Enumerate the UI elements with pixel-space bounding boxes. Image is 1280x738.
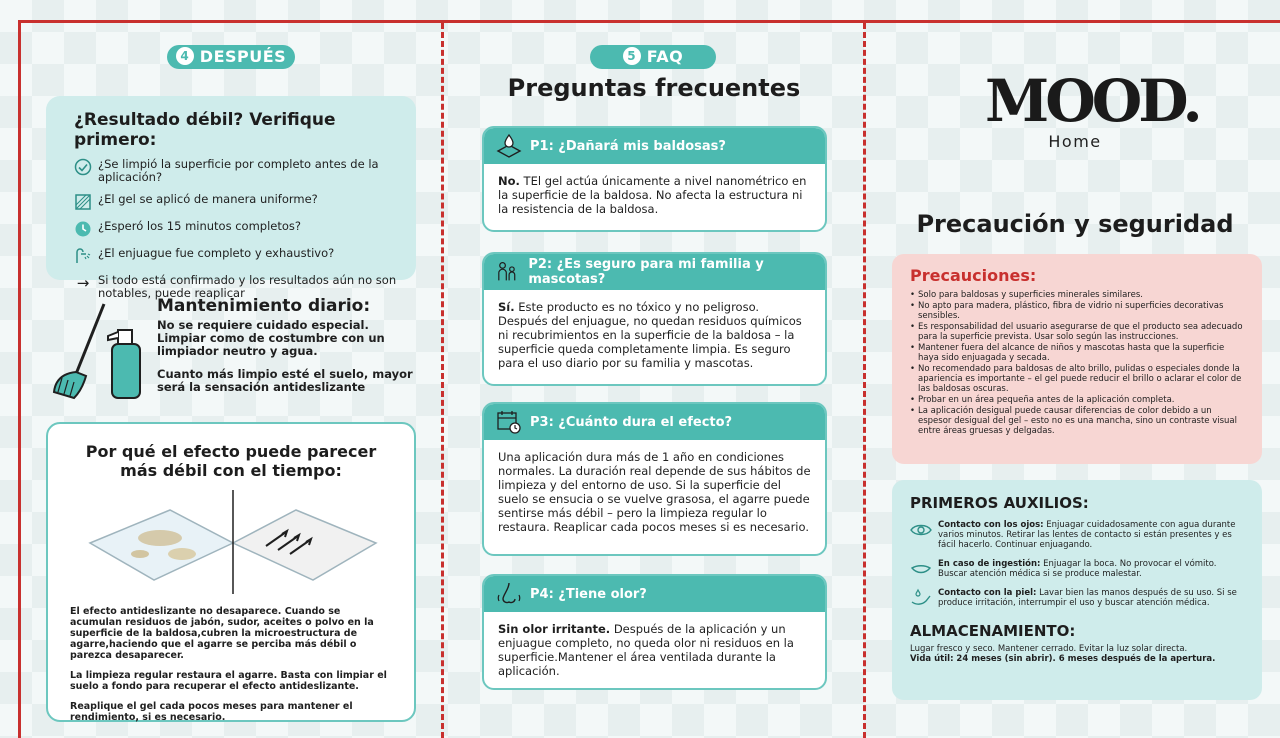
check-title: ¿Resultado débil? Verifique primero: — [74, 110, 336, 150]
storage-text: Lugar fresco y seco. Mantener cerrado. Evitar la luz solar directa. — [910, 644, 1188, 654]
faq-answer: Una aplicación dura más de 1 año en condiciones normales. La duración real depende de sus hábitos de limpieza y del entorno de uso. Si la superficie del suelo se ensucia o se vuelve grasosa, el agarre puede sentirse más débil – pero la limpieza regular lo restaura. Reaplicar cada pocos meses si es necesario. — [498, 450, 811, 534]
pill-label: FAQ — [646, 47, 684, 66]
check-text: ¿Se limpió la superficie por completo antes de la aplicación? — [98, 157, 379, 184]
faq-question: P3: ¿Cuánto dura el efecto? — [484, 404, 825, 440]
faq-card-1 — [482, 126, 827, 232]
eye-icon — [910, 523, 932, 537]
panel-after — [24, 30, 438, 738]
check-text: ¿El gel se aplicó de manera uniforme? — [98, 192, 318, 206]
tile-comparison-illustration — [70, 488, 392, 596]
pill-number: 5 — [623, 47, 641, 65]
check-item — [74, 220, 398, 238]
storage-title: ALMACENAMIENTO: — [910, 622, 1076, 640]
mop-spray-icon — [46, 302, 146, 402]
hand-wash-icon — [910, 588, 932, 606]
check-text: ¿El enjuague fue completo y exhaustivo? — [98, 246, 335, 260]
storage-shelf-life: Vida útil: 24 meses (sin abrir). 6 meses después de la apertura. — [910, 654, 1216, 664]
first-aid-skin: Contacto con la piel: Lavar bien las manos después de su uso. Si se produce irritación, interrumpir el uso y buscar atención médica. — [910, 588, 1246, 608]
faq-card-3 — [482, 402, 827, 556]
precautions-title: Precauciones: — [910, 266, 1037, 285]
check-item — [74, 158, 398, 184]
faq-question: P4: ¿Tiene olor? — [484, 576, 825, 612]
precaution-item: • Mantener fuera del alcance de niños y mascotas hasta que la superficie haya sido enjuagada y secada. — [910, 343, 1246, 363]
faq-question: P2: ¿Es seguro para mi familia y mascotas? — [484, 254, 825, 290]
brand-wordmark: MOOD. — [985, 67, 1199, 135]
maintenance-block — [157, 296, 422, 394]
faq-title: Preguntas frecuentes — [507, 74, 801, 102]
section-pill-faq — [590, 45, 716, 69]
check-item — [74, 193, 398, 211]
first-aid-eyes: Contacto con los ojos: Enjuagar cuidadosamente con agua durante varios minutos. Retirar las lentes de contacto si están presentes y es fácil hacerlo. Continuar enjuagando. — [910, 520, 1246, 550]
pill-number: 4 — [176, 47, 194, 65]
first-aid-box — [892, 480, 1262, 700]
fold-line-1 — [441, 23, 444, 738]
fold-line-2 — [863, 23, 866, 738]
precaution-item: • Probar en un área pequeña antes de la aplicación completa. — [910, 395, 1246, 405]
brand-logo — [985, 67, 1199, 151]
precaution-item: • No recomendado para baldosas de alto brillo, pulidas o especiales donde la apariencia es importante – el gel puede reducir el brillo o aclarar el color de las baldosas oscuras. — [910, 364, 1246, 394]
calendar-clock-icon — [496, 409, 522, 435]
first-aid-ingestion: En caso de ingestión: Enjuagar la boca. No provocar el vómito. Buscar atención médica si se produce malestar. — [910, 559, 1246, 579]
family-icon — [496, 259, 520, 285]
precaution-item: • La aplicación desigual puede causar diferencias de color debido a un espesor desigual del gel – esto no es una mancha, sino un contraste visual entre áreas gruesas y delgadas. — [910, 406, 1246, 436]
why-paragraph-2: La limpieza regular restaura el agarre. Basta con limpiar el suelo a fondo para recuperar el efecto antideslizante. — [70, 670, 387, 692]
maintenance-title: Mantenimiento diario: — [157, 296, 371, 316]
first-aid-title: PRIMEROS AUXILIOS: — [910, 494, 1089, 512]
faq-answer: No. TEl gel actúa únicamente a nivel nanométrico en la superficie de la baldosa. No afecta la estructura ni la resistencia de la baldosa. — [498, 174, 807, 216]
tile-drop-icon — [496, 133, 522, 159]
maintenance-bold: No se requiere cuidado especial. — [157, 318, 369, 332]
arrow-right-icon: → — [76, 273, 90, 292]
check-item — [74, 247, 398, 265]
why-paragraph-1: El efecto antideslizante no desaparece. Cuando se acumulan residuos de jabón, sudor, aceites o polvo en la superficie de la baldosa,cubren la microestructura de agarre,haciendo que el agarre se perciba más débil o parezca desaparecer. — [70, 606, 374, 661]
tile-icon — [74, 193, 92, 211]
mouth-icon — [910, 562, 932, 576]
pill-label: DESPUÉS — [199, 47, 287, 66]
check-arrow-text: Si todo está confirmado y los resultados aún no son notables, puede reaplicar — [98, 273, 397, 300]
clock-icon — [74, 220, 92, 238]
precautions-box — [892, 254, 1262, 464]
panel-safety — [870, 30, 1280, 738]
shower-icon — [74, 247, 92, 265]
why-box — [46, 422, 416, 722]
check-circle-icon — [74, 158, 92, 176]
left-border — [18, 20, 21, 738]
faq-card-2 — [482, 252, 827, 386]
top-border — [18, 20, 1280, 23]
check-text: ¿Esperó los 15 minutos completos? — [98, 219, 302, 233]
nose-icon — [496, 581, 522, 607]
panel-faq — [447, 30, 861, 738]
maintenance-text-2: Cuanto más limpio esté el suelo, mayor será la sensación antideslizante — [157, 367, 413, 394]
precaution-item: • Es responsabilidad del usuario asegurarse de que el producto sea adecuado para la superficie prevista. Usar solo según las instrucciones. — [910, 322, 1246, 342]
maintenance-text-1: Limpiar como de costumbre con un limpiador neutro y agua. — [157, 331, 385, 358]
section-pill-after — [167, 45, 295, 69]
faq-answer: Sí. Este producto es no tóxico y no peligroso. Después del enjuague, no quedan residuos químicos ni recubrimientos en la superficie de la baldosa – la superficie queda completamente limpia. Es seguro para el uso diario por su familia y mascotas. — [498, 300, 802, 370]
check-box — [46, 96, 416, 300]
safety-title: Precaución y seguridad — [916, 210, 1234, 238]
precautions-list — [910, 290, 1246, 436]
precaution-item: • No apto para madera, plástico, fibra de vidrio ni superficies decorativas sensibles. — [910, 301, 1246, 321]
faq-card-4 — [482, 574, 827, 690]
faq-question: P1: ¿Dañará mis baldosas? — [484, 128, 825, 164]
why-paragraph-3: Reaplique el gel cada pocos meses para mantener el rendimiento, si es necesario. — [70, 701, 353, 723]
brand-subtitle: Home — [1048, 132, 1102, 151]
why-title: Por qué el efecto puede parecer más débil con el tiempo: — [85, 442, 377, 480]
precaution-item: • Solo para baldosas y superficies minerales similares. — [910, 290, 1246, 300]
faq-answer: Sin olor irritante. Después de la aplicación y un enjuague completo, no queda olor ni residuos en la superficie.Mantener el área ventilada durante la aplicación. — [498, 622, 794, 678]
